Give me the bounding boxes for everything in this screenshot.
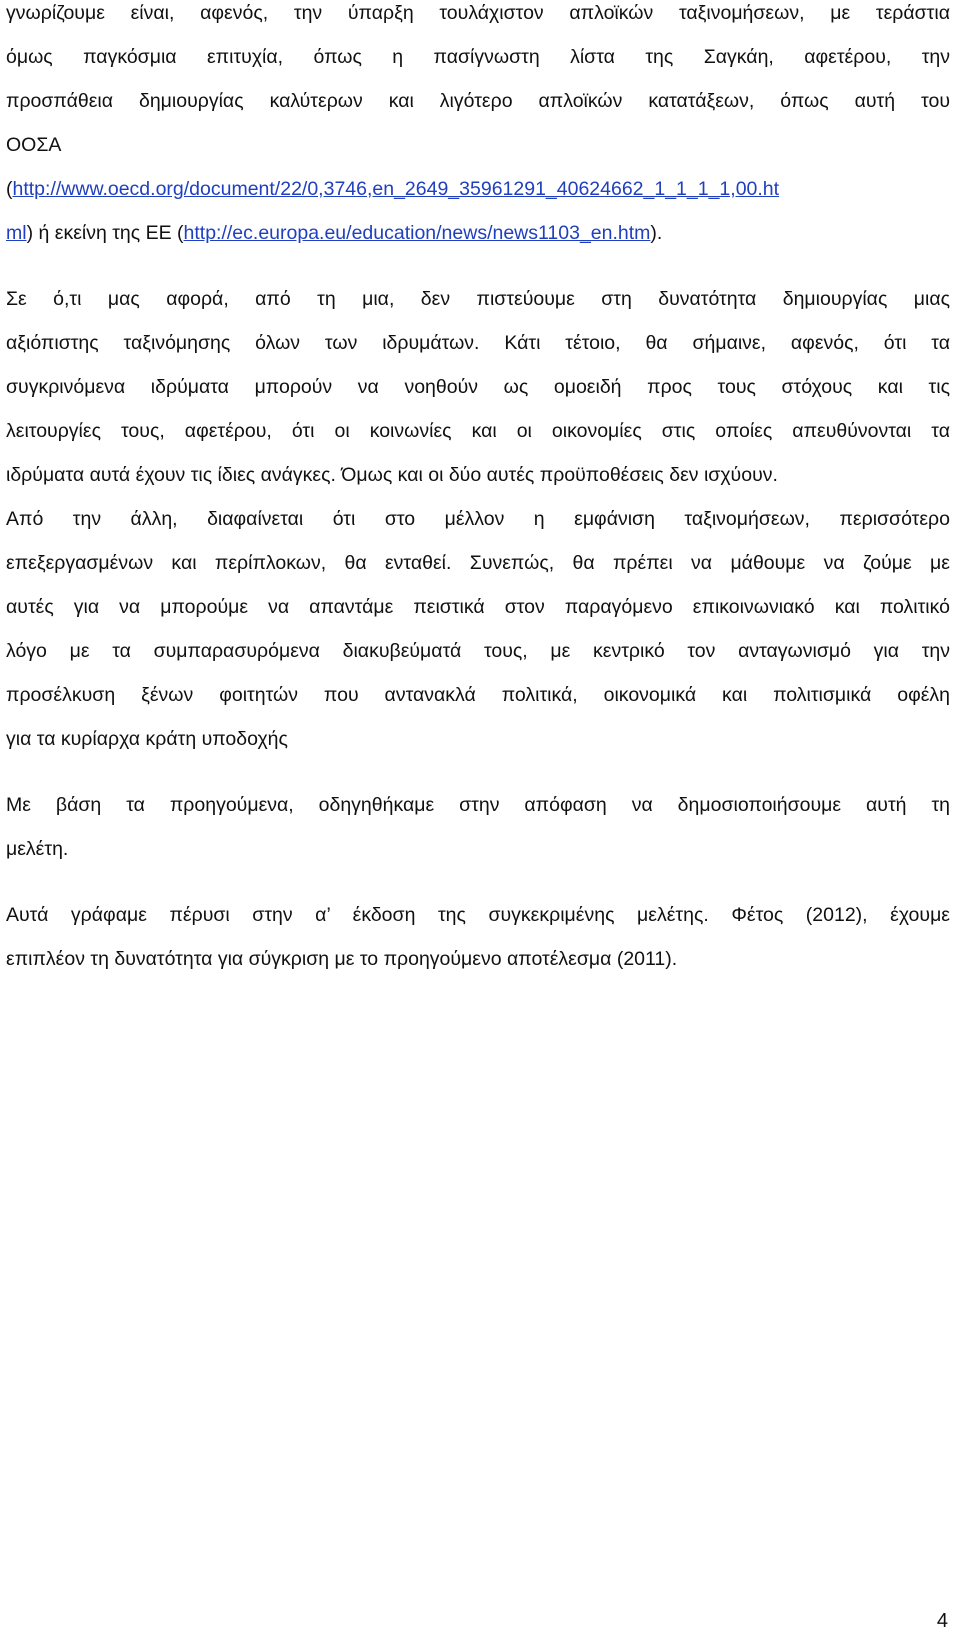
text-line: Από την άλλη, διαφαίνεται ότι στο μέλλον η εμφάνιση ταξινομήσεων, περισσότερο: [6, 508, 950, 530]
text-line: επιπλέον τη δυνατότητα για σύγκριση με το προηγούμενο αποτέλεσμα (2011).: [6, 948, 678, 970]
text-line: λειτουργίες τους, αφετέρου, ότι οι κοινωνίες και οι οικονομίες στις οποίες απευθύνονται τα: [6, 420, 950, 442]
text-line: συγκρινόμενα ιδρύματα μπορούν να νοηθούν ως ομοειδή προς τους στόχους και τις: [6, 376, 950, 398]
text-line: Αυτά γράφαμε πέρυσι στην α’ έκδοση της συγκεκριμένης μελέτης. Φέτος (2012), έχουμε: [6, 904, 950, 926]
europa-link[interactable]: http://ec.europa.eu/education/news/news1103_en.htm: [183, 222, 651, 244]
text-line: για τα κυρίαρχα κράτη υποδοχής: [6, 728, 288, 750]
oecd-link-continuation[interactable]: ml: [6, 222, 27, 244]
text-line: [6, 176, 779, 202]
connector-text: ) ή εκείνη της ΕΕ (: [26, 222, 184, 244]
text-line: λόγο με τα συμπαρασυρόμενα διακυβεύματά τους, με κεντρικό τον ανταγωνισμό για την: [6, 640, 950, 662]
text-line: αξιόπιστης ταξινόμησης όλων των ιδρυμάτων. Κάτι τέτοιο, θα σήμαινε, αφενός, ότι τα: [6, 332, 950, 354]
paren-open: (: [6, 178, 13, 200]
text-line: προσέλκυση ξένων φοιτητών που αντανακλά πολιτικά, οικονομικά και πολιτισμικά οφέλη: [6, 684, 950, 706]
text-line: όμως παγκόσμια επιτυχία, όπως η πασίγνωστη λίστα της Σαγκάη, αφετέρου, την: [6, 46, 950, 68]
text-line: ΟΟΣΑ: [6, 134, 62, 156]
text-line: μελέτη.: [6, 838, 69, 860]
text-line: αυτές για να μπορούμε να απαντάμε πειστικά στον παραγόμενο επικοινωνιακό και πολιτικό: [6, 596, 950, 618]
paren-close: ).: [650, 222, 663, 244]
page-number: 4: [936, 1610, 948, 1632]
text-line: Σε ό,τι μας αφορά, από τη μια, δεν πιστεύουμε στη δυνατότητα δημιουργίας μιας: [6, 288, 950, 310]
text-line: επεξεργασμένων και περίπλοκων, θα ενταθεί. Συνεπώς, θα πρέπει να μάθουμε να ζούμε με: [6, 552, 950, 574]
text-line: προσπάθεια δημιουργίας καλύτερων και λιγότερο απλοϊκών κατατάξεων, όπως αυτή του: [6, 90, 950, 112]
oecd-link[interactable]: http://www.oecd.org/document/22/0,3746,en_2649_35961291_40624662_1_1_1_1,00.ht: [12, 178, 780, 200]
text-line: Με βάση τα προηγούμενα, οδηγηθήκαμε στην απόφαση να δημοσιοποιήσουμε αυτή τη: [6, 794, 950, 816]
text-line: ιδρύματα αυτά έχουν τις ίδιες ανάγκες. Όμως και οι δύο αυτές προϋποθέσεις δεν ισχύουν.: [6, 464, 778, 486]
text-line: [6, 220, 662, 246]
text-line: γνωρίζουμε είναι, αφενός, την ύπαρξη τουλάχιστον απλοϊκών ταξινομήσεων, με τεράστια: [6, 2, 950, 24]
